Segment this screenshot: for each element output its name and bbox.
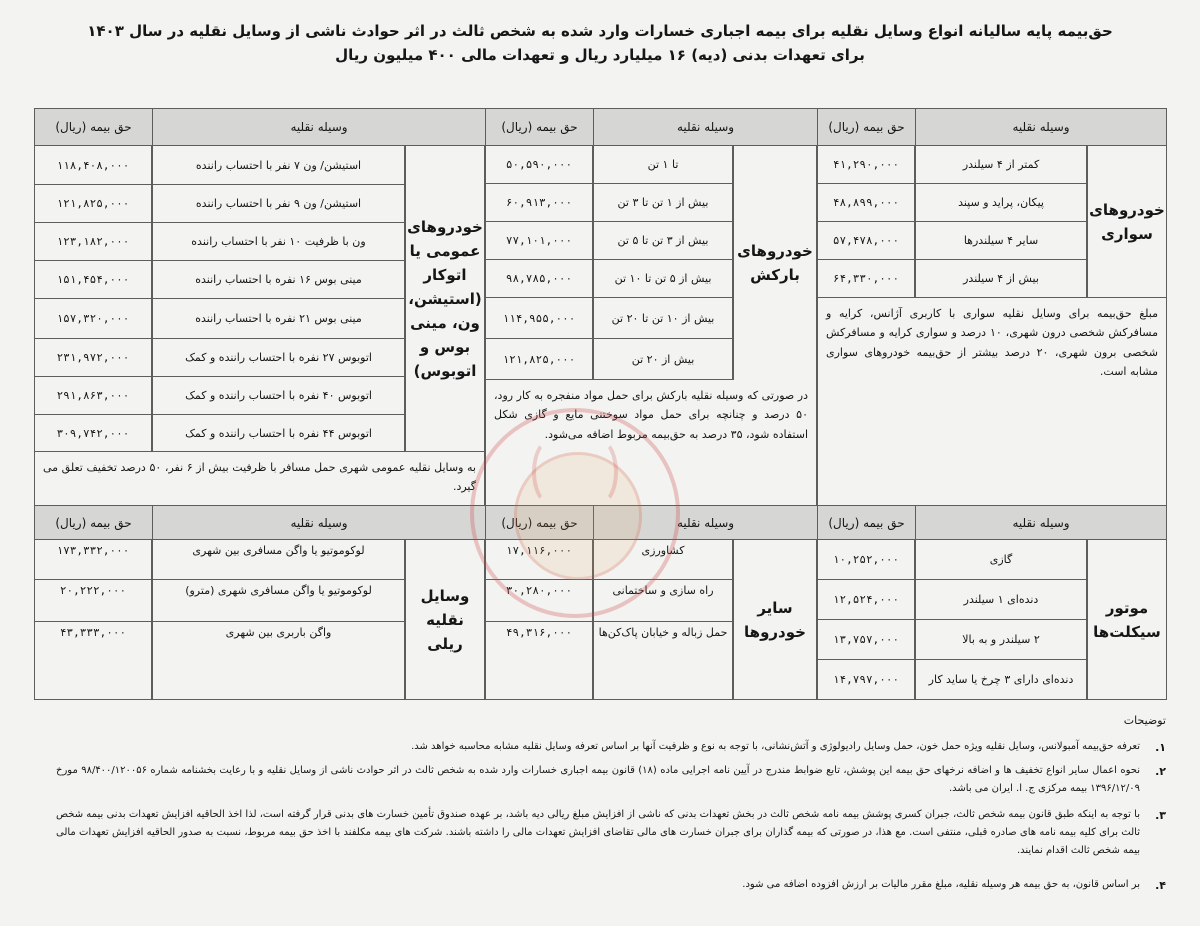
- row-premium: ۱۱۸,۴۰۸,۰۰۰: [34, 146, 152, 185]
- group-passenger-cars: خودروهای سواری: [1087, 146, 1167, 298]
- header-premium: حق بیمه (ریال): [34, 108, 152, 146]
- row-label: مینی بوس ۲۱ نفره با احتساب راننده: [152, 299, 405, 339]
- row-label: اتوبوس ۴۴ نفره با احتساب راننده و کمک: [152, 415, 405, 452]
- row-premium: ۱۵۷,۳۲۰,۰۰۰: [34, 299, 152, 339]
- header-premium: حق بیمه (ریال): [485, 506, 593, 540]
- row-premium: ۲۳۱,۹۷۲,۰۰۰: [34, 339, 152, 377]
- row-label: لوکوموتیو یا واگن مسافری بین شهری: [152, 540, 405, 580]
- row-premium: ۱۷۳,۳۳۲,۰۰۰: [34, 540, 152, 580]
- row-premium: ۱۰,۲۵۲,۰۰۰: [817, 540, 915, 580]
- page-subtitle: برای تعهدات بدنی (دیه) ۱۶ میلیارد ریال و تعهدات مالی ۴۰۰ میلیون ریال: [335, 46, 865, 64]
- row-label: بیش از ۴ سیلندر: [915, 260, 1087, 298]
- row-label: ۲ سیلندر و به بالا: [915, 620, 1087, 660]
- row-label: کمتر از ۴ سیلندر: [915, 146, 1087, 184]
- row-label: دنده‌ای دارای ۳ چرخ یا ساید کار: [915, 660, 1087, 700]
- note-number: ۲.: [1155, 765, 1166, 778]
- row-label: پیکان، پراید و سپند: [915, 184, 1087, 222]
- note-item: [56, 806, 1166, 860]
- row-label: واگن باربری بین شهری: [152, 622, 405, 700]
- row-premium: ۱۲۳,۱۸۲,۰۰۰: [34, 223, 152, 261]
- row-label: اتوبوس ۴۰ نفره با احتساب راننده و کمک: [152, 377, 405, 415]
- row-premium: ۳۰۹,۷۴۲,۰۰۰: [34, 415, 152, 452]
- row-label: بیش از ۵ تن تا ۱۰ تن: [593, 260, 733, 298]
- note-number: ۴.: [1155, 879, 1166, 892]
- page-title: حق‌بیمه پایه سالیانه انواع وسایل نقلیه برای بیمه اجباری خسارات وارد شده به شخص ثالث در اثر حوادث ناشی از وسایل نقلیه در سال ۱۴۰۳: [87, 22, 1113, 40]
- row-label: استیشن/ ون ۷ نفر با احتساب راننده: [152, 146, 405, 185]
- row-label: بیش از ۳ تن تا ۵ تن: [593, 222, 733, 260]
- row-premium: ۴۳,۳۳۳,۰۰۰: [34, 622, 152, 700]
- header-vehicle: وسیله نقلیه: [593, 108, 817, 146]
- header-vehicle: وسیله نقلیه: [593, 506, 817, 540]
- group-trucks: خودروهای بارکش: [733, 146, 817, 380]
- row-premium: ۵۰,۵۹۰,۰۰۰: [485, 146, 593, 184]
- note-item: [56, 762, 1166, 798]
- row-premium: ۳۰,۲۸۰,۰۰۰: [485, 580, 593, 622]
- row-label: سایر ۴ سیلندرها: [915, 222, 1087, 260]
- header-vehicle: وسیله نقلیه: [915, 506, 1167, 540]
- header-vehicle: وسیله نقلیه: [152, 108, 485, 146]
- note-item: [56, 738, 1166, 756]
- row-premium: ۱۵۱,۴۵۴,۰۰۰: [34, 261, 152, 299]
- row-premium: ۱۴,۷۹۷,۰۰۰: [817, 660, 915, 700]
- row-premium: ۵۷,۴۷۸,۰۰۰: [817, 222, 915, 260]
- header-premium: حق بیمه (ریال): [485, 108, 593, 146]
- row-label: بیش از ۱ تن تا ۳ تن: [593, 184, 733, 222]
- note-text: با توجه به اینکه طبق قانون بیمه شخص ثالث، جبران کسری پوشش بیمه نامه شخص ثالث در بخش تعهدات بدنی که ناشی از افزایش مبلغ ریالی دیه باشد، بر عهده صندوق تأمین خسارت های بدنی قرار گرفته است، لذا اخذ الحاقیه افزایش تعهدات بدنی بیمه شخص ثالث برای کلیه بیمه نامه های صادره قبلی، منتفی است. مع هذا، در صورتی که بیمه گذاران برای جبران خسارت های مالی تقاضای افزایش تعهدات مالی را داشته باشند. شرکت های بیمه مکلفند با اخذ حق بیمه مربوط، نسبت به صدور الحاقیه افزایش تعهدات مالی بیمه شخص ثالث اقدام نمایند.: [56, 809, 1140, 856]
- notes-heading: توضیحات: [1123, 714, 1166, 727]
- note-item: [56, 876, 1166, 894]
- row-premium: ۲۰,۲۲۲,۰۰۰: [34, 580, 152, 622]
- header-vehicle: وسیله نقلیه: [152, 506, 485, 540]
- row-label: استیشن/ ون ۹ نفر با احتساب راننده: [152, 185, 405, 223]
- row-label: کشاورزی: [593, 540, 733, 580]
- row-label: حمل زباله و خیابان پاک‌کن‌ها: [593, 622, 733, 700]
- row-premium: ۴۱,۲۹۰,۰۰۰: [817, 146, 915, 184]
- row-premium: ۴۸,۸۹۹,۰۰۰: [817, 184, 915, 222]
- row-label: ون با ظرفیت ۱۰ نفر با احتساب راننده: [152, 223, 405, 261]
- row-label: اتوبوس ۲۷ نفره با احتساب راننده و کمک: [152, 339, 405, 377]
- note-number: ۱.: [1155, 741, 1166, 754]
- group-motorcycles: موتور سیکلت‌ها: [1087, 540, 1167, 700]
- header-premium: حق بیمه (ریال): [817, 108, 915, 146]
- row-premium: ۱۷,۱۱۶,۰۰۰: [485, 540, 593, 580]
- row-premium: ۷۷,۱۰۱,۰۰۰: [485, 222, 593, 260]
- row-label: راه سازی و ساختمانی: [593, 580, 733, 622]
- row-label: دنده‌ای ۱ سیلندر: [915, 580, 1087, 620]
- row-label: بیش از ۲۰ تن: [593, 339, 733, 380]
- row-label: بیش از ۱۰ تن تا ۲۰ تن: [593, 298, 733, 339]
- passenger-note: مبلغ حق‌بیمه برای وسایل نقلیه سواری با کاربری آژانس، کرایه و مسافرکش شخصی درون شهری، ۱۰ درصد و سواری کرایه و مسافرکش شخصی برون شهری، ۲۰ درصد بیشتر از حق‌بیمه خودروهای سواری مشابه است.: [817, 298, 1167, 506]
- truck-note: در صورتی که وسیله نقلیه بارکش برای حمل مواد منفجره به کار رود، ۵۰ درصد و چنانچه برای حمل مواد سوختنی مایع و گازی شکل استفاده شود، ۳۵ درصد به حق‌بیمه مربوط اضافه می‌شود.: [485, 380, 817, 506]
- row-premium: ۱۲,۵۲۴,۰۰۰: [817, 580, 915, 620]
- row-premium: ۱۱۴,۹۵۵,۰۰۰: [485, 298, 593, 339]
- group-rail-vehicles: وسایل نقلیه ریلی: [405, 540, 485, 700]
- watermark-logo: [470, 408, 680, 618]
- note-text: بر اساس قانون، به حق بیمه هر وسیله نقلیه، مبلغ مقرر مالیات بر ارزش افزوده اضافه می شود.: [742, 879, 1140, 890]
- row-label: لوکوموتیو یا واگن مسافری شهری (مترو): [152, 580, 405, 622]
- row-premium: ۹۸,۷۸۵,۰۰۰: [485, 260, 593, 298]
- note-number: ۳.: [1155, 809, 1166, 822]
- row-premium: ۱۳,۷۵۷,۰۰۰: [817, 620, 915, 660]
- row-label: گازی: [915, 540, 1087, 580]
- header-vehicle: وسیله نقلیه: [915, 108, 1167, 146]
- row-premium: ۱۲۱,۸۲۵,۰۰۰: [34, 185, 152, 223]
- row-label: مینی بوس ۱۶ نفره با احتساب راننده: [152, 261, 405, 299]
- row-premium: ۲۹۱,۸۶۳,۰۰۰: [34, 377, 152, 415]
- row-premium: ۶۰,۹۱۳,۰۰۰: [485, 184, 593, 222]
- row-premium: ۶۴,۳۳۰,۰۰۰: [817, 260, 915, 298]
- note-text: نحوه اعمال سایر انواع تخفیف ها و اضافه نرخهای حق بیمه این پوشش، تابع ضوابط مندرج در آیین نامه اجرایی ماده (۱۸) قانون بیمه اجباری خسارات وارد شده به شخص ثالث در اثر حوادث ناشی از وسایل نقلیه و با رعایت بخشنامه شماره ۹۸/۴۰۰/۱۲۰۰۵۶ مورخ ۱۳۹۶/۱۲/۰۹ بیمه مرکزی ج. ا. ایران می باشد.: [56, 765, 1140, 794]
- group-public-vehicles: خودروهای عمومی یا اتوکار (استیشن، ون، مینی بوس و اتوبوس): [405, 146, 485, 452]
- row-premium: ۱۲۱,۸۲۵,۰۰۰: [485, 339, 593, 380]
- row-premium: ۴۹,۳۱۶,۰۰۰: [485, 622, 593, 700]
- bus-note: به وسایل نقلیه عمومی شهری حمل مسافر با ظرفیت بیش از ۶ نفر، ۵۰ درصد تخفیف تعلق می گیرد.: [34, 452, 485, 506]
- note-text: تعرفه حق‌بیمه آمبولانس، وسایل نقلیه ویژه حمل خون، حمل وسایل رادیولوژی و آتش‌نشانی، با توجه به نوع و ظرفیت آنها بر اساس تعرفه وسایل نقلیه مشابه محاسبه خواهد شد.: [411, 741, 1140, 752]
- row-label: تا ۱ تن: [593, 146, 733, 184]
- header-premium: حق بیمه (ریال): [34, 506, 152, 540]
- group-other-vehicles: سایر خودروها: [733, 540, 817, 700]
- header-premium: حق بیمه (ریال): [817, 506, 915, 540]
